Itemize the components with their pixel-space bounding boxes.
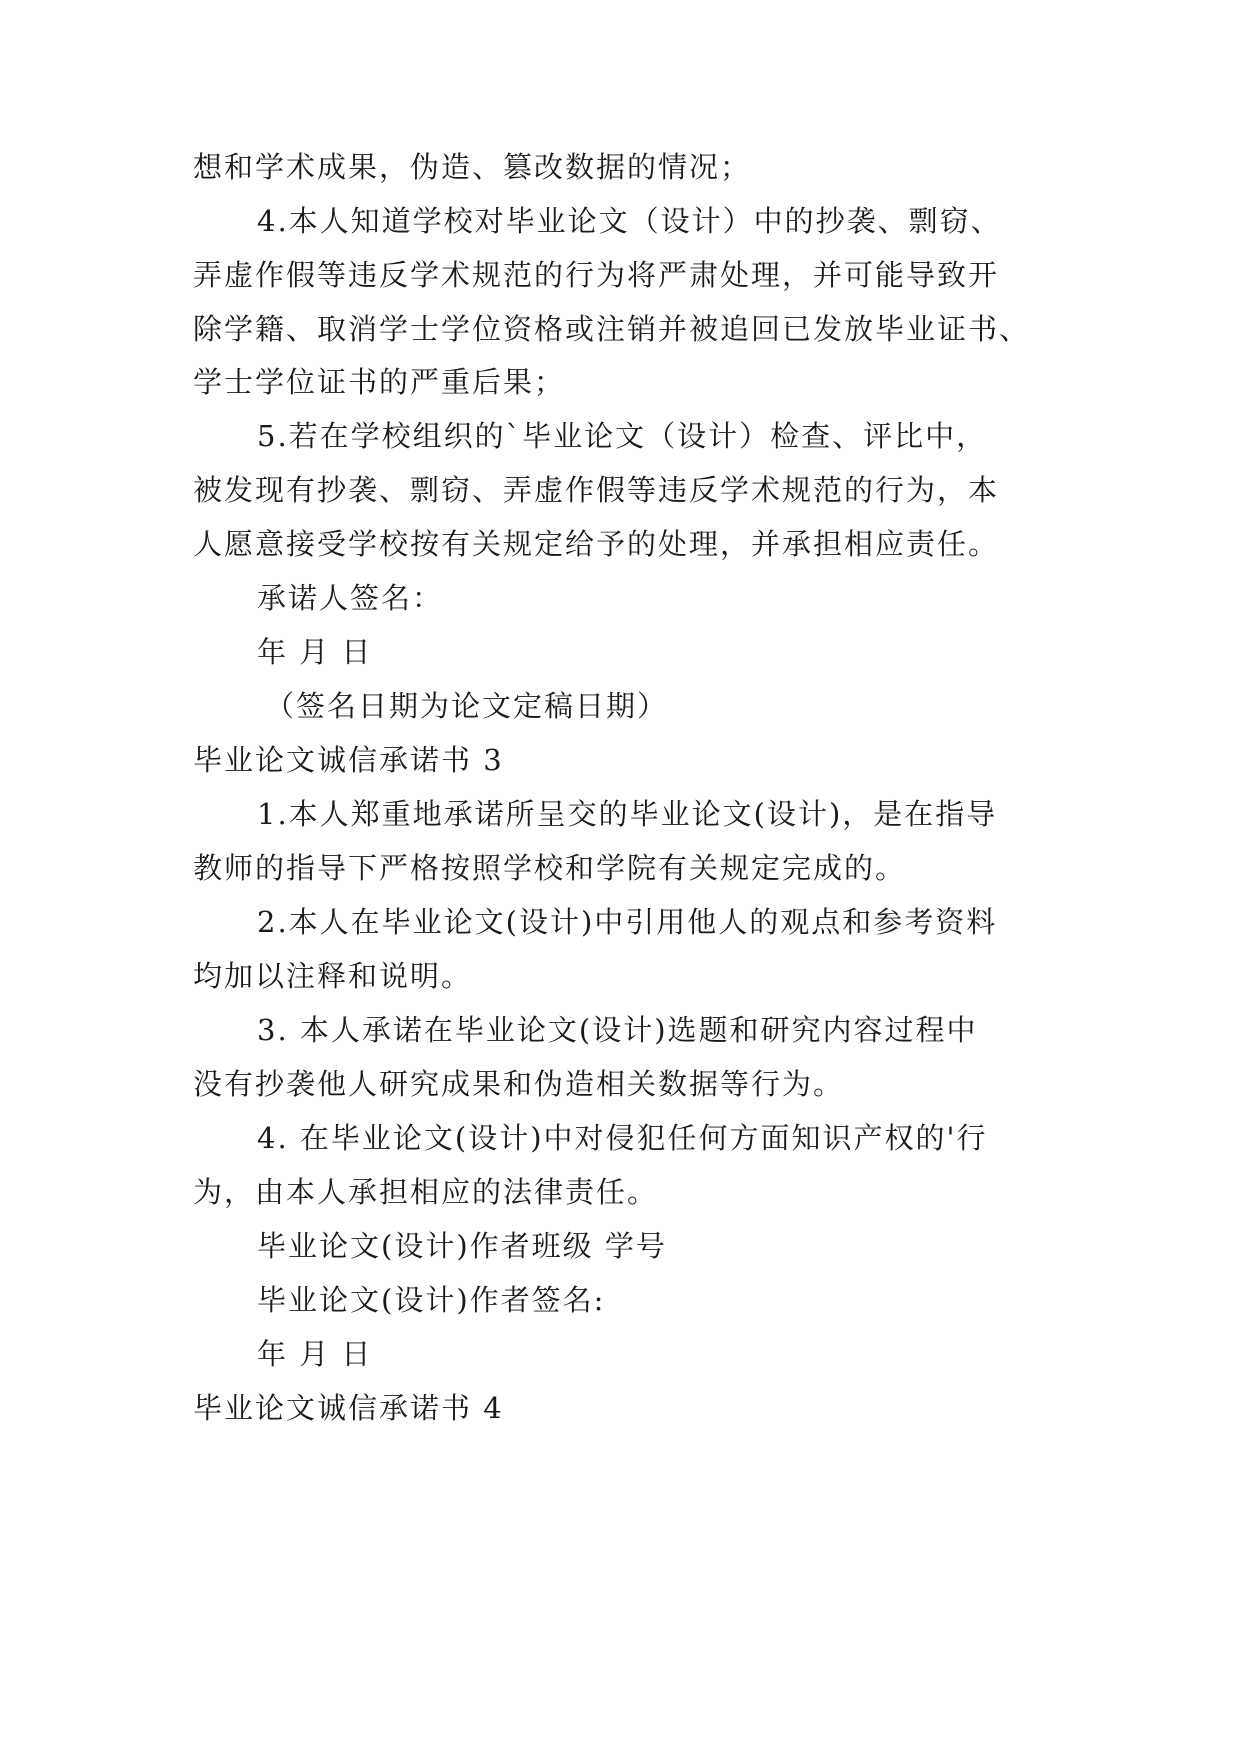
text-line: 弄虚作假等违反学术规范的行为将严肃处理，并可能导致开 bbox=[193, 258, 1000, 292]
text-line: 4.本人知道学校对毕业论文（设计）中的抄袭、剽窃、 bbox=[257, 204, 1002, 238]
section-heading: 毕业论文诚信承诺书 3 bbox=[193, 743, 504, 777]
text-line: 除学籍、取消学士学位资格或注销并被追回已发放毕业证书、 bbox=[193, 312, 1031, 346]
text-line: 教师的指导下严格按照学校和学院有关规定完成的。 bbox=[193, 851, 907, 885]
text-line: 没有抄袭他人研究成果和伪造相关数据等行为。 bbox=[193, 1067, 845, 1101]
text-line: 被发现有抄袭、剽窃、弄虚作假等违反学术规范的行为，本 bbox=[193, 473, 1000, 507]
text-line: 想和学术成果，伪造、篡改数据的情况； bbox=[193, 150, 752, 184]
text-line: 为，由本人承担相应的法律责任。 bbox=[193, 1175, 659, 1209]
text-line: 5.若在学校组织的`毕业论文（设计）检查、评比中， bbox=[257, 419, 988, 453]
text-line: （签名日期为论文定稿日期） bbox=[265, 689, 669, 723]
text-line: 均加以注释和说明。 bbox=[193, 959, 473, 993]
text-line: 2.本人在毕业论文(设计)中引用他人的观点和参考资料 bbox=[257, 905, 998, 939]
section-heading: 毕业论文诚信承诺书 4 bbox=[193, 1391, 504, 1425]
text-line: 1.本人郑重地承诺所呈交的毕业论文(设计)，是在指导 bbox=[257, 797, 998, 831]
text-line: 毕业论文(设计)作者班级 学号 bbox=[257, 1229, 667, 1263]
text-line: 学士学位证书的严重后果； bbox=[193, 365, 566, 399]
text-line: 年 月 日 bbox=[257, 635, 373, 669]
text-line: 年 月 日 bbox=[257, 1337, 373, 1371]
text-line: 毕业论文(设计)作者签名: bbox=[257, 1283, 606, 1317]
text-line: 4. 在毕业论文(设计)中对侵犯任何方面知识产权的'行 bbox=[257, 1121, 988, 1155]
text-line: 人愿意接受学校按有关规定给予的处理，并承担相应责任。 bbox=[193, 527, 1000, 561]
text-line: 3. 本人承诺在毕业论文(设计)选题和研究内容过程中 bbox=[257, 1013, 978, 1047]
text-line: 承诺人签名： bbox=[257, 581, 444, 615]
